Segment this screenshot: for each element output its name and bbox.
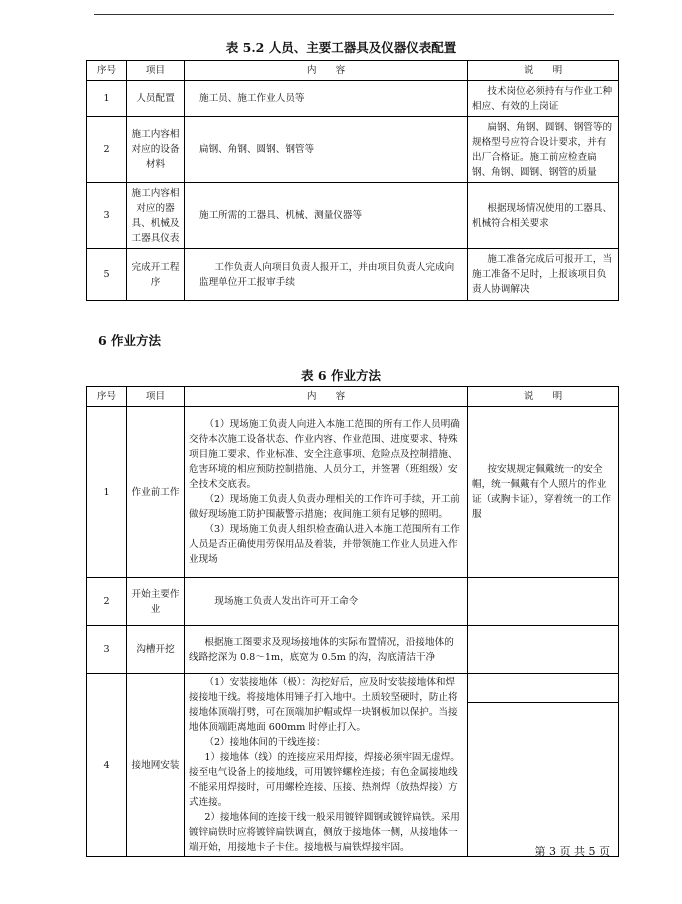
- table-6: [86, 386, 619, 857]
- row-content: 扁钢、角钢、圆钢、钢管等: [185, 117, 468, 183]
- header-item: 项目: [127, 61, 185, 81]
- note-subcell: [468, 674, 618, 703]
- table-row: [87, 81, 619, 117]
- page-number: 第 3 页 共 5 页: [534, 845, 610, 858]
- row-no: 1: [87, 81, 127, 117]
- header-rule: [94, 14, 614, 15]
- row-item: 接地网安装: [127, 674, 185, 857]
- row-item: 开始主要作业: [127, 578, 185, 626]
- table-5-2: [86, 60, 619, 301]
- table-5-2-caption: 表 5.2 人员、主要工器具及仪器仪表配置: [225, 40, 457, 55]
- table-row: [87, 407, 619, 578]
- content-paragraph: 现场施工负责人发出许可开工命令: [214, 596, 359, 607]
- row-item: 沟槽开挖: [127, 626, 185, 674]
- table-row: [87, 249, 619, 301]
- table-header-row: [87, 387, 619, 407]
- section-heading: 6 作业方法: [98, 333, 162, 348]
- row-item: 施工内容相对应的设备材料: [127, 117, 185, 183]
- row-content: [185, 626, 468, 674]
- row-item: 人员配置: [127, 81, 185, 117]
- table-row: [87, 578, 619, 626]
- table-6-caption: 表 6 作业方法: [301, 368, 381, 383]
- header-no: 序号: [87, 387, 127, 407]
- content-paragraph: （1）现场施工负责人向进入本施工范围的所有工作人员明确交待本次施工设备状态、作业内容、作业范围、进度要求、特殊项目施工要求、作业标准、安全注意事项、危险点及控制措施、危害环境的相应预防控制措施、人员分工，并签署（班组级）安全技术交底表。: [189, 419, 460, 490]
- row-note: 扁钢、角钢、圆钢、钢管等的规格型号应符合设计要求，并有出厂合格证。施工前应检查扁钢、角钢、圆钢、钢管的质量: [468, 117, 619, 183]
- row-note: 按安规规定佩戴统一的安全帽，统一佩戴有个人照片的作业证（或胸卡证），穿着统一的工作服: [468, 407, 619, 578]
- row-content: 工作负责人向项目负责人报开工，并由项目负责人完成向监理单位开工报审手续: [185, 249, 468, 301]
- content-paragraph: 2）接地体间的连接干线一般采用镀锌圆钢或镀锌扁铁。采用镀锌扁铁时应将镀锌扁铁调直，侧放于接地体一侧，从接地体一端开始，用接地卡子卡住。接地极与扁铁焊接牢固。: [189, 812, 460, 853]
- content-paragraph: （2）现场施工负责人负责办理相关的工作许可手续，开工前做好现场施工防护围蔽警示措施；夜间施工须有足够的照明。: [189, 494, 460, 520]
- table-row: [87, 183, 619, 249]
- content-paragraph: （2）接地体间的干线连接：: [204, 737, 326, 748]
- row-no: 4: [87, 674, 127, 857]
- header-no: 序号: [87, 61, 127, 81]
- row-no: 3: [87, 626, 127, 674]
- header-content: 内 容: [185, 387, 468, 407]
- row-note: 技术岗位必须持有与作业工种相应、有效的上岗证: [468, 81, 619, 117]
- row-no: 2: [87, 578, 127, 626]
- table-row: [87, 117, 619, 183]
- row-note: 根据现场情况使用的工器具、机械符合相关要求: [468, 183, 619, 249]
- row-note: [468, 578, 619, 626]
- content-paragraph: （3）现场施工负责人组织检查确认进入本施工范围所有工作人员是否正确使用劳保用品及着装，并带领施工作业人员进入作业现场: [189, 524, 460, 565]
- header-note: 说 明: [468, 61, 619, 81]
- row-content: 施工所需的工器具、机械、测量仪器等: [185, 183, 468, 249]
- content-paragraph: （1）安装接地体（极）：沟挖好后，应及时安装接地体和焊接接地干线。将接地体用锤子打入地中。土质较坚硬时，防止将接地体顶端打劈，可在顶端加护帽或焊一块钢板加以保护。当接地体顶端距离地面 600mm 时停止打入。: [189, 677, 458, 733]
- row-no: 1: [87, 407, 127, 578]
- row-note: [468, 674, 619, 857]
- row-item: 作业前工作: [127, 407, 185, 578]
- table-row: [87, 626, 619, 674]
- header-content: 内 容: [185, 61, 468, 81]
- row-note: [468, 626, 619, 674]
- content-paragraph: 根据施工图要求及现场接地体的实际布置情况，沿接地体的线路挖深为 0.8～1m，底宽为 0.5m 的沟，沟底清洁干净: [189, 636, 454, 663]
- content-paragraph: 1）接地体（线）的连接应采用焊接，焊接必须牢固无虚焊。接至电气设备上的接地线，可用镀锌螺栓连接；有色金属接地线不能采用焊接时，可用螺栓连接、压接、热剂焊（放热焊接）方式连接。: [189, 752, 460, 808]
- row-item: 完成开工程序: [127, 249, 185, 301]
- row-content: [185, 674, 468, 857]
- header-note: 说 明: [468, 387, 619, 407]
- row-no: 5: [87, 249, 127, 301]
- row-no: 3: [87, 183, 127, 249]
- row-content: [185, 407, 468, 578]
- row-content: [185, 578, 468, 626]
- row-no: 2: [87, 117, 127, 183]
- row-content: 施工员、施工作业人员等: [185, 81, 468, 117]
- header-item: 项目: [127, 387, 185, 407]
- row-note: 施工准备完成后可报开工，当施工准备不足时，上报该项目负责人协调解决: [468, 249, 619, 301]
- row-item: 施工内容相对应的器具、机械及工器具仪表: [127, 183, 185, 249]
- table-header-row: [87, 61, 619, 81]
- table-row: [87, 674, 619, 857]
